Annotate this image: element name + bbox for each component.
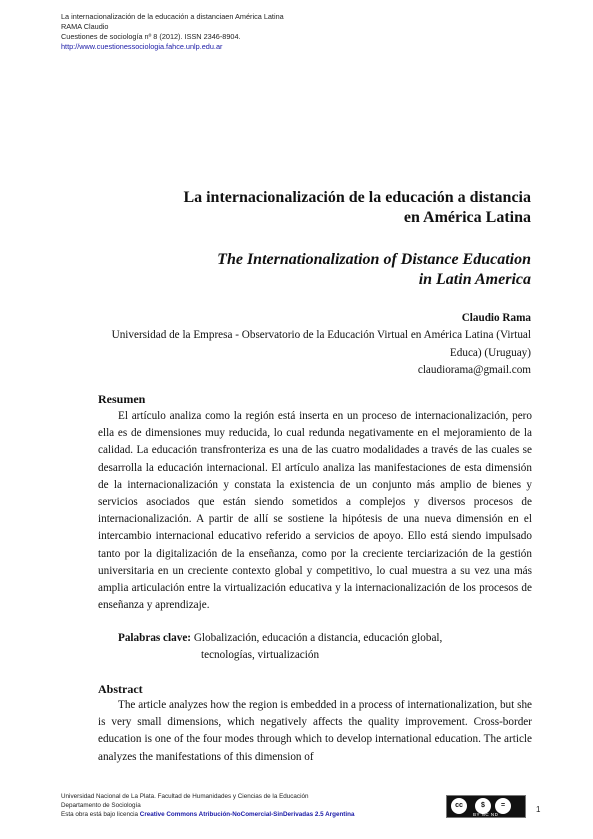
- keywords-label: Palabras clave:: [118, 632, 192, 644]
- header-article-title: La internacionalización de la educación a distanciaen América Latina: [61, 12, 284, 21]
- page-number: 1: [536, 805, 541, 814]
- cc-license-badge[interactable]: [446, 795, 526, 818]
- author-name: Claudio Rama: [461, 312, 531, 324]
- title-spanish: [183, 188, 531, 228]
- footer-university: Universidad Nacional de La Plata. Facultad de Humanidades y Ciencias de la Educación: [61, 793, 309, 800]
- title-spanish-line: en América Latina: [403, 209, 531, 226]
- author-affiliation: Universidad de la Empresa - Observatorio de la Educación Virtual en América Latina (Virtual Educa) (Uruguay): [111, 329, 531, 359]
- title-english: [183, 250, 531, 290]
- author-email: claudiorama@gmail.com: [417, 364, 531, 377]
- abstract-body: [98, 697, 532, 766]
- footer-department: Departamento de Sociología: [61, 801, 141, 809]
- license-link[interactable]: Creative Commons Atribución-NoComercial-SinDerivadas 2.5 Argentina: [139, 810, 355, 818]
- author-block: [91, 310, 531, 380]
- title-english-line: in Latin America: [418, 271, 531, 288]
- header-url-link[interactable]: http://www.cuestionessociologia.fahce.unlp.edu.ar: [61, 42, 223, 51]
- running-header: [61, 12, 284, 52]
- header-author: RAMA Claudio: [61, 22, 109, 31]
- resumen-heading: Resumen: [98, 392, 146, 406]
- abstract-paragraph: The article analyzes how the region is embedded in a process of internationalization, but she is very small dimensions, which negatively affects the quality improvement. Cross-border education is one of the four modes through which to develop international education. The article analyzes the manifestations of this dimension of: [98, 699, 532, 763]
- header-journal: Cuestiones de sociología nº 8 (2012). ISSN 2346-8904.: [61, 32, 241, 41]
- title-english-line: The Internationalization of Distance Education: [217, 251, 531, 268]
- keywords-line: Globalización, educación a distancia, educación global,: [193, 632, 443, 644]
- noderivatives-icon: =: [495, 798, 511, 814]
- resumen-paragraph: El artículo analiza como la región está inserta en un proceso de internacionalización, pero ella es de dimensiones muy reducida, lo cual redunda negativamente en el mejoramiento de la calidad. La educación transfronteriza es una de las cuatro modalidades a través de las cuales se desarrolla la educación internacional. El artículo analiza las manifestaciones de esta dimensión de la internacionalización y constata la existencia de un conjunto más amplio de bienes y servicios asociados que están siendo sometidos a complejos y diversos procesos de internacionalización. A partir de allí se sostiene la hipótesis de una nueva dimensión en el intercambio internacional educativo referido a servicios de apoyo. Ello está siendo impulsado tanto por la digitalización de la enseñanza, como por la creciente terciarización de la gestión universitaria en un creciente contexto global y competitivo, lo cual muestra a su vez una más amplia articulación entre la virtualización educativa y la internacionalización de los procesos de enseñanza y aprendizaje.: [98, 410, 532, 612]
- keywords: [118, 630, 530, 664]
- cc-icon: cc: [451, 798, 467, 814]
- footer: [61, 793, 355, 819]
- footer-license-prefix: Esta obra está bajo licencia: [61, 810, 140, 818]
- cc-badge-label: BY NC ND: [473, 812, 499, 817]
- resumen-body: [98, 408, 532, 614]
- noncommercial-icon: $: [475, 798, 491, 814]
- title-spanish-line: La internacionalización de la educación a distancia: [183, 189, 531, 206]
- abstract-heading: Abstract: [98, 682, 143, 696]
- title-block: [183, 188, 531, 290]
- keywords-line: tecnologías, virtualización: [201, 649, 320, 662]
